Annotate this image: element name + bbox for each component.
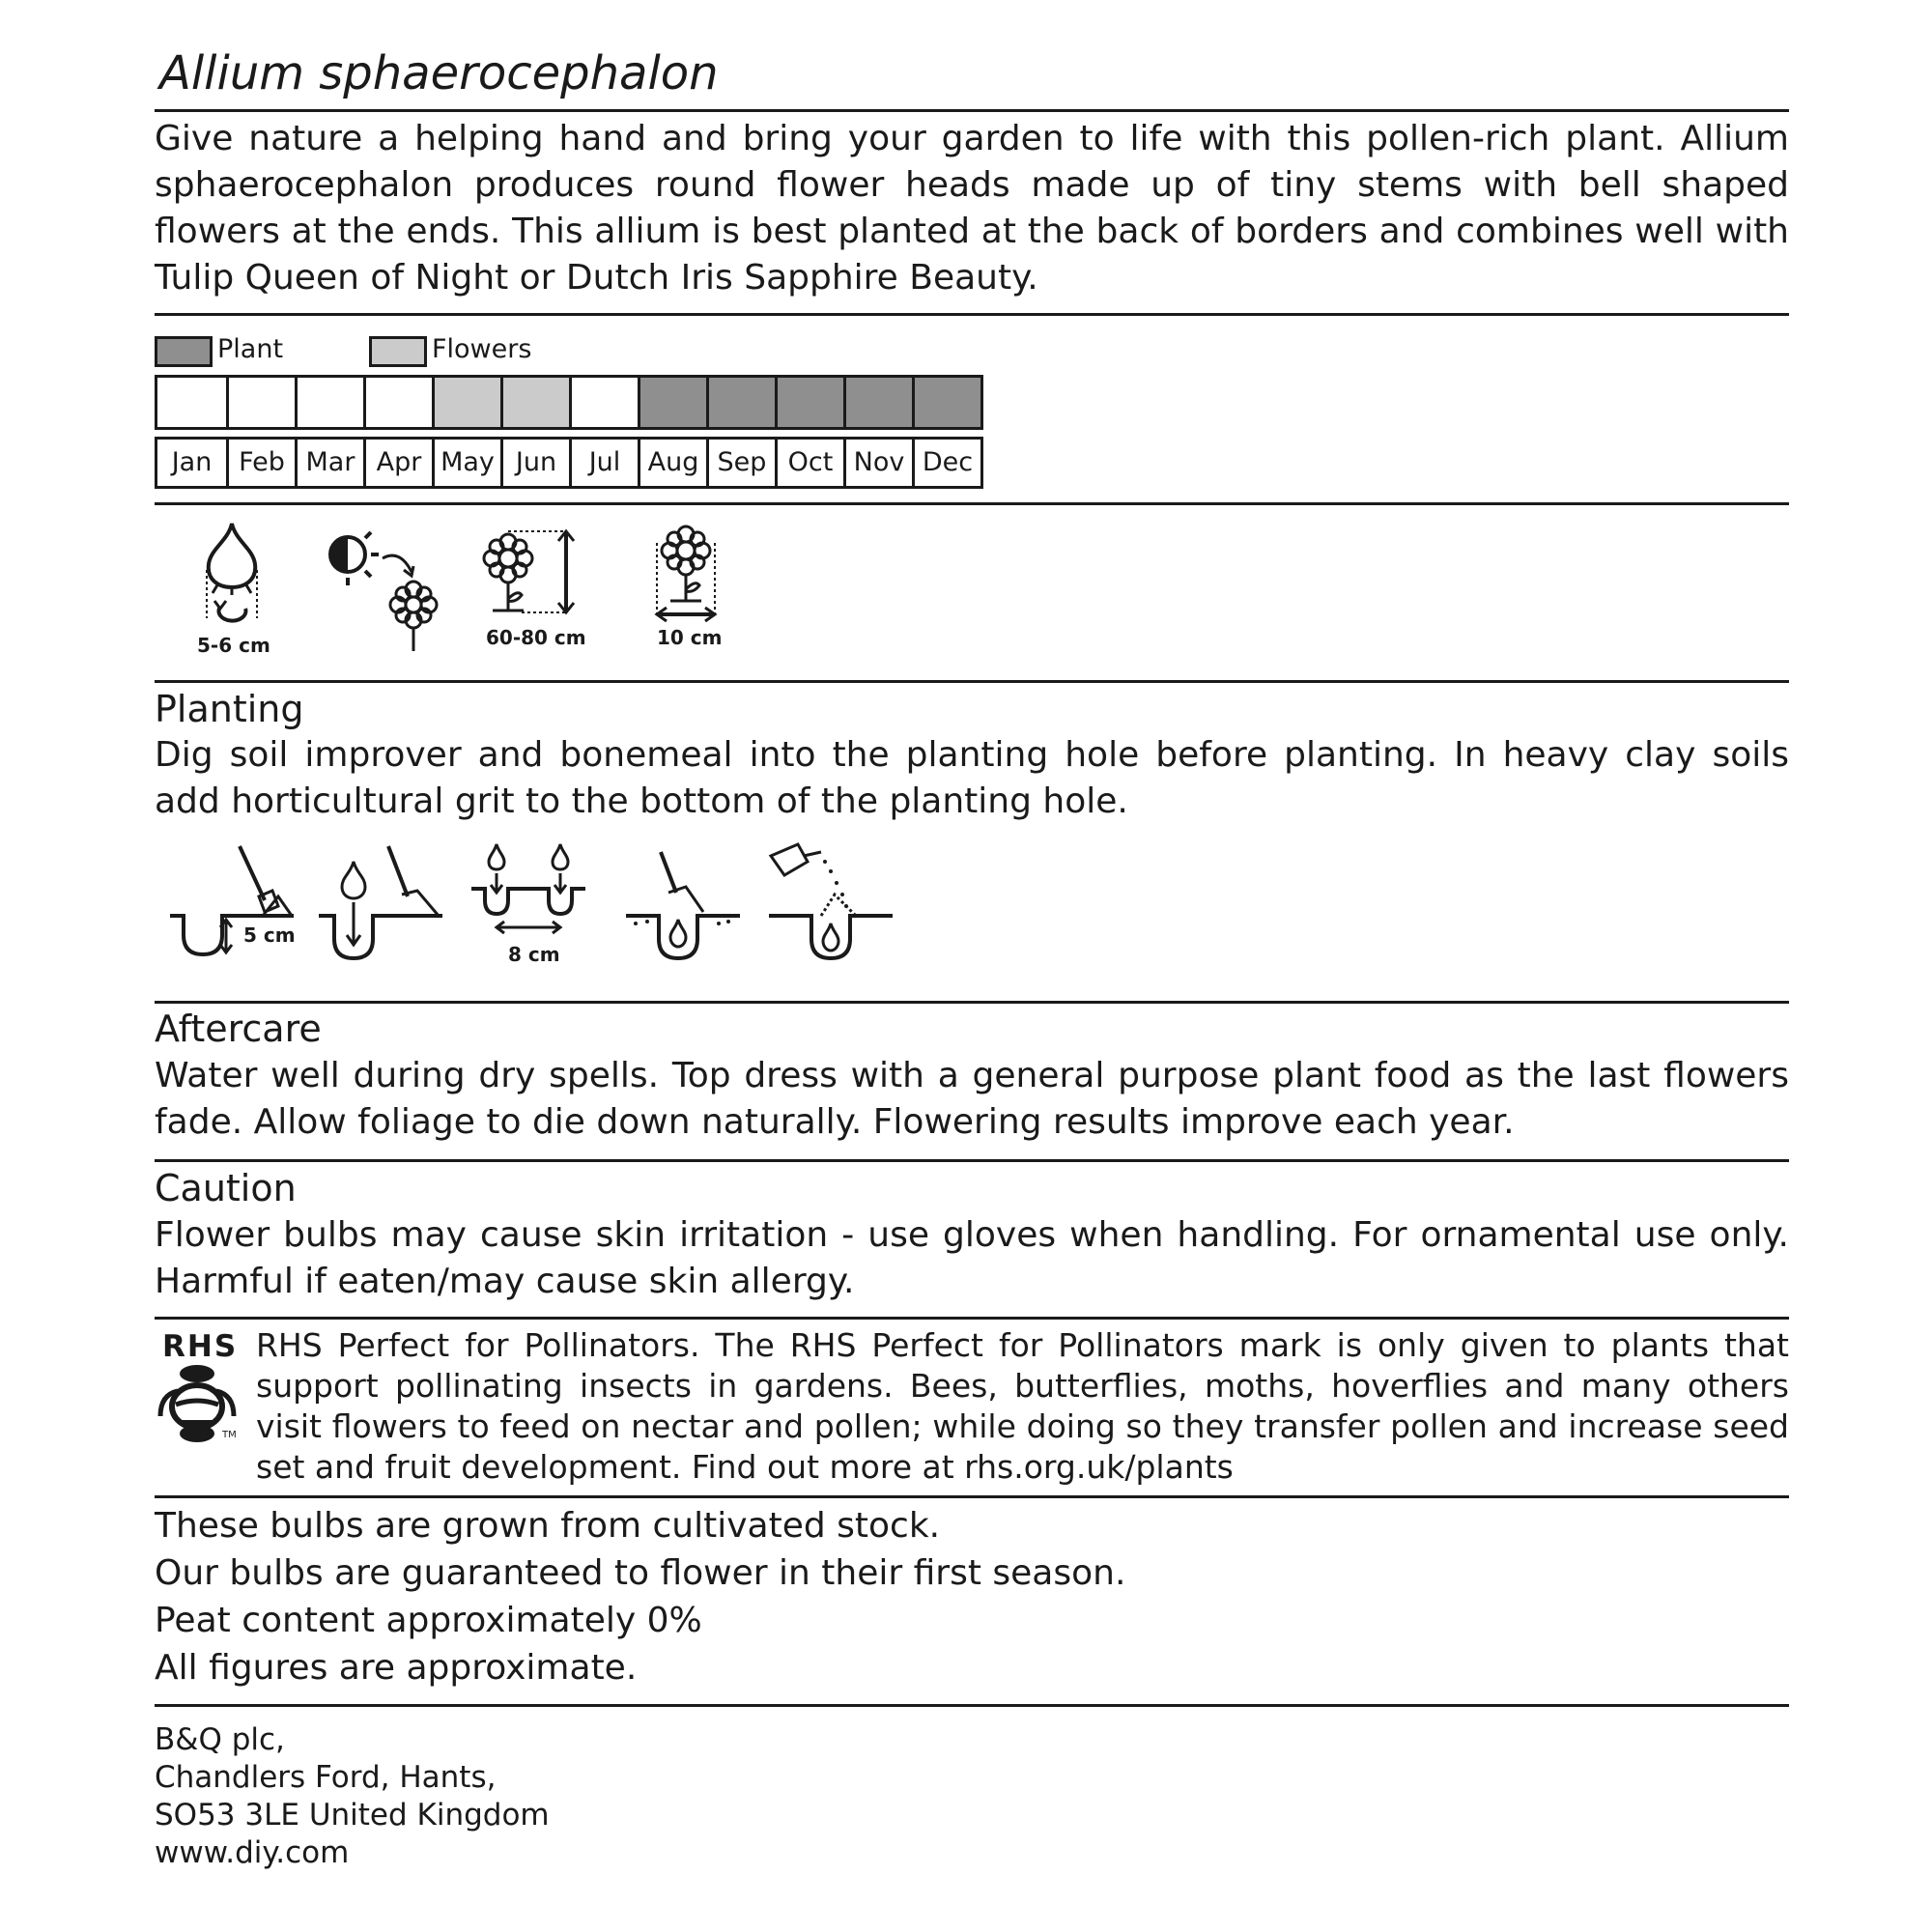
- rhs-logo-text: RHS: [162, 1329, 239, 1364]
- note-line: Peat content approximately 0%: [155, 1601, 702, 1640]
- calendar-status-cell-apr: [363, 378, 432, 427]
- legend-flowers-swatch: [369, 336, 427, 367]
- note-line: Our bulbs are guaranteed to flower in their first season.: [155, 1553, 1126, 1593]
- calendar-month-jul: Jul: [569, 440, 638, 486]
- divider: [155, 313, 1789, 316]
- note-line: These bulbs are grown from cultivated stock.: [155, 1506, 941, 1546]
- divider: [155, 1495, 1789, 1498]
- calendar-month-nov: Nov: [843, 440, 912, 486]
- divider: [155, 1159, 1789, 1162]
- rhs-trademark: TM: [222, 1430, 237, 1440]
- calendar-status-cell-sep: [706, 378, 775, 427]
- rhs-link-prefix: Find out more at: [691, 1448, 965, 1486]
- calendar-month-jan: Jan: [171, 447, 213, 477]
- aftercare-heading: Aftercare: [155, 1008, 322, 1050]
- calendar-status-cell-jun: [500, 378, 569, 427]
- plant-height-icon: [483, 529, 589, 636]
- calendar-month-may: May: [432, 440, 500, 486]
- legend-flowers-label: Flowers: [432, 334, 532, 364]
- calendar-month-mar: Mar: [295, 440, 363, 486]
- planting-depth-label: 5-6 cm: [197, 634, 270, 657]
- company-address: [155, 1721, 550, 1872]
- plant-spread-label: 10 cm: [657, 626, 723, 649]
- calendar-status-cell-nov: [843, 378, 912, 427]
- calendar-month-aug: Aug: [638, 440, 706, 486]
- calendar-status-cell-feb: [226, 378, 295, 427]
- calendar-status-cell-dec: [912, 378, 980, 427]
- product-title: Allium sphaerocephalon: [159, 46, 719, 100]
- aftercare-text: Water well during dry spells. Top dress with a general purpose plant food as the last flowers fade. Allow foliage to die down naturally. Flowering results improve each year.: [155, 1056, 1789, 1142]
- bulb-spacing-label: 8 cm: [508, 943, 560, 966]
- planting-depth-icon: [193, 522, 280, 633]
- divider: [155, 680, 1789, 683]
- planting-depth-step-label: 5 cm: [243, 923, 296, 947]
- backfill-step-icon: [626, 842, 752, 968]
- place-bulb-step-icon: [319, 842, 444, 968]
- divider: [155, 1317, 1789, 1320]
- note-line: All figures are approximate.: [155, 1648, 638, 1688]
- rhs-description: [256, 1325, 1789, 1488]
- calendar-status-cell-oct: [775, 378, 843, 427]
- address-line: B&Q plc,: [155, 1722, 285, 1757]
- calendar-month-row: [155, 437, 983, 489]
- calendar-month-dec: Dec: [912, 440, 980, 486]
- divider: [155, 1704, 1789, 1707]
- calendar-status-cell-aug: [638, 378, 706, 427]
- dig-hole-step-icon: [170, 842, 305, 968]
- rhs-title: RHS Perfect for Pollinators.: [256, 1326, 700, 1364]
- calendar-month-apr: Apr: [363, 440, 432, 486]
- calendar-status-cell-jul: [569, 378, 638, 427]
- calendar-month-oct: Oct: [775, 440, 843, 486]
- caution-heading: Caution: [155, 1167, 297, 1209]
- divider: [155, 502, 1789, 505]
- rhs-link[interactable]: rhs.org.uk/plants: [964, 1448, 1234, 1486]
- legend-plant-label: Plant: [217, 334, 284, 364]
- intro-text: Give nature a helping hand and bring your garden to life with this pollen-rich plant. Allium sphaerocephalon produces round flower heads made up of tiny stems with bell shaped flowers at the ends. This allium is best planted at the back of borders and combines well with Tulip Queen of Night or Dutch Iris Sapphire Beauty.: [155, 119, 1789, 298]
- calendar-status-cell-jan: [157, 378, 226, 427]
- planting-heading: Planting: [155, 688, 304, 730]
- address-line: SO53 3LE United Kingdom: [155, 1798, 550, 1833]
- calendar-status-cell-mar: [295, 378, 363, 427]
- calendar-month-sep: Sep: [706, 440, 775, 486]
- address-line: Chandlers Ford, Hants,: [155, 1760, 497, 1795]
- calendar-month-feb: Feb: [226, 440, 295, 486]
- legend-plant-swatch: [155, 336, 213, 367]
- plant-height-label: 60-80 cm: [486, 626, 586, 649]
- rhs-body: The RHS Perfect for Pollinators mark is only given to plants that support pollinating insects in gardens. Bees, butterflies, moths, hoverflies and many others visit flowers to feed on nectar and pollen; while doing so they transfer pollen and increase seed set and fruit development.: [256, 1326, 1789, 1486]
- calendar-month-jun: Jun: [500, 440, 569, 486]
- calendar-status-cell-may: [432, 378, 500, 427]
- website-link[interactable]: www.diy.com: [155, 1835, 350, 1870]
- divider: [155, 1001, 1789, 1004]
- plant-spread-icon: [653, 522, 721, 628]
- calendar-status-row: [155, 375, 983, 430]
- caution-text: Flower bulbs may cause skin irritation - use gloves when handling. For ornamental use only. Harmful if eaten/may cause skin allergy.: [155, 1215, 1789, 1301]
- water-step-icon: [769, 842, 904, 968]
- planting-text: Dig soil improver and bonemeal into the planting hole before planting. In heavy clay soils add horticultural grit to the bottom of the planting hole.: [155, 735, 1789, 821]
- sun-partial-shade-icon: [319, 529, 444, 655]
- stock-notes: [155, 1502, 1125, 1691]
- divider: [155, 109, 1789, 112]
